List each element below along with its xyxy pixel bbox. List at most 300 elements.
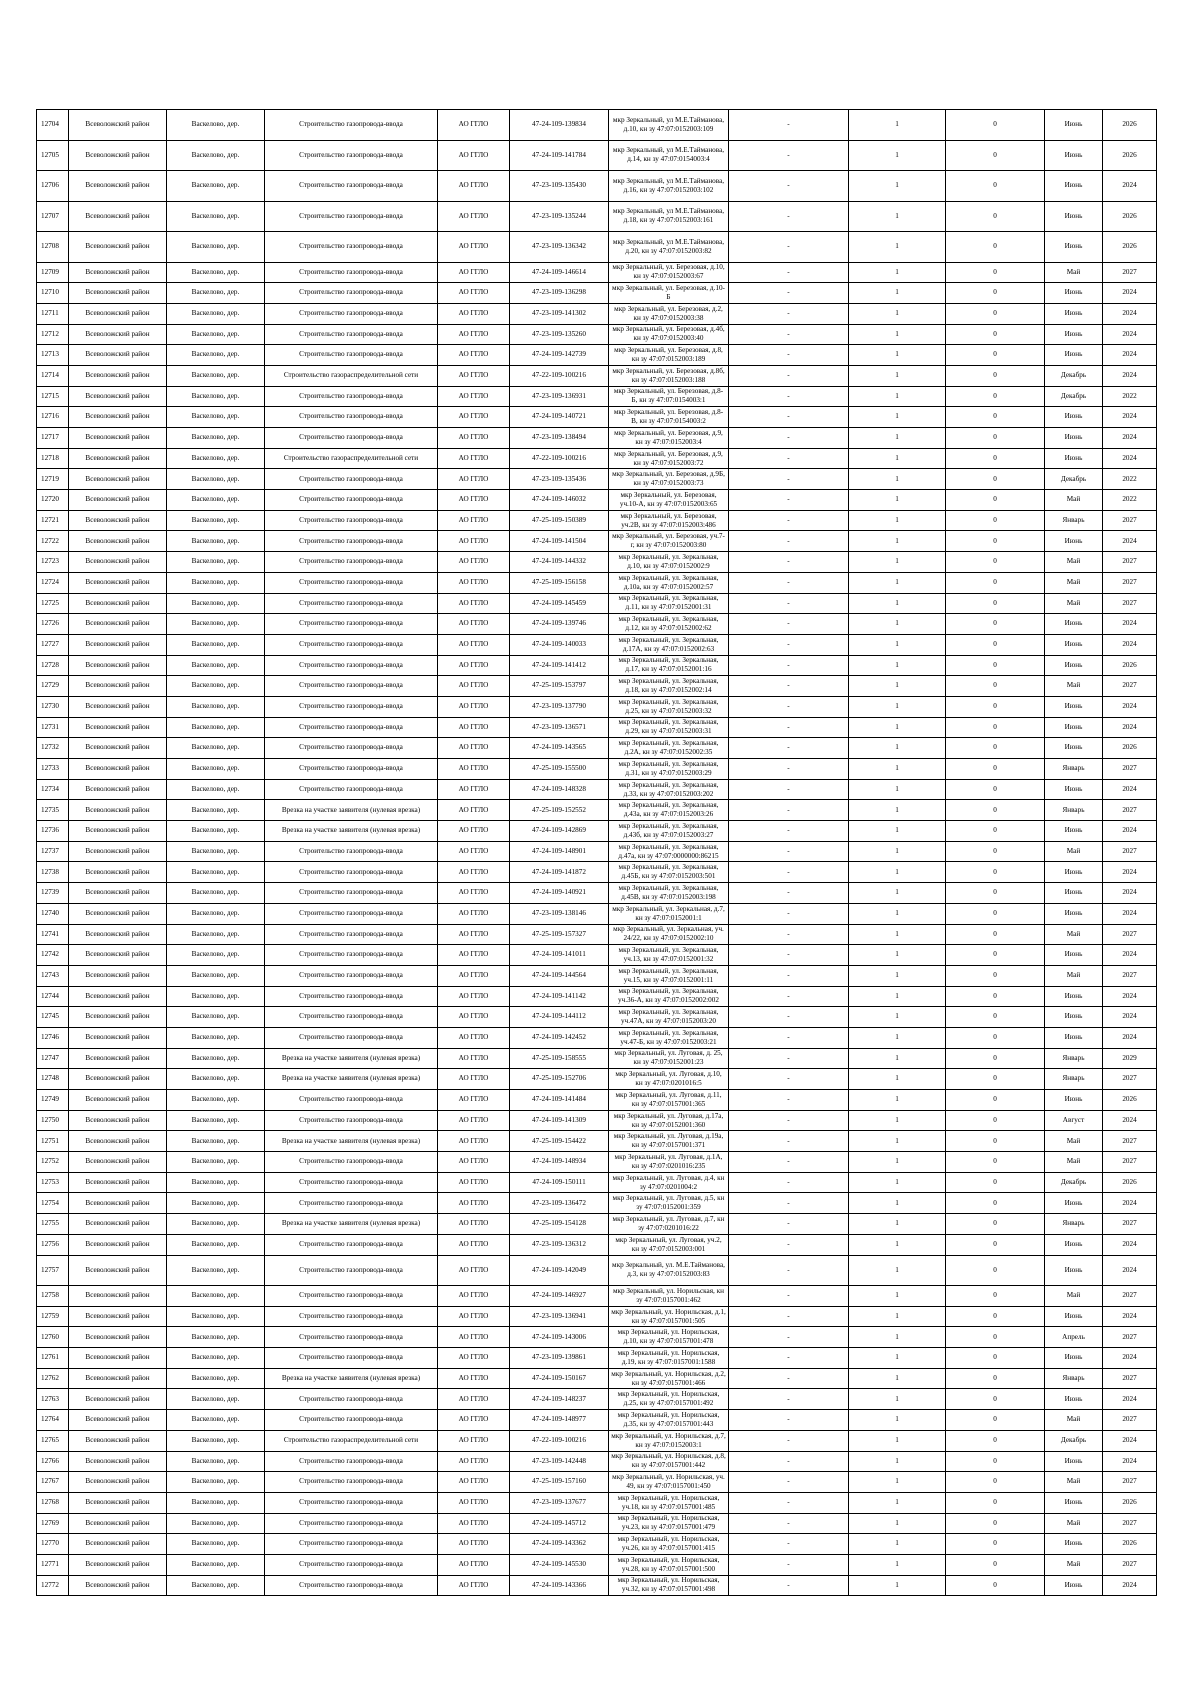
cell-row-id: 12743	[37, 965, 69, 986]
cell-organization: АО ГГЛО	[438, 1131, 510, 1152]
cell-application-number: 47-24-109-148934	[510, 1152, 609, 1173]
cell-work-type: Врезка на участке заявителя (нулевая врезка)	[265, 821, 438, 842]
cell-dash-cell: -	[729, 800, 849, 821]
cell-dash-cell: -	[729, 883, 849, 904]
cell-application-number: 47-24-109-150167	[510, 1368, 609, 1389]
cell-row-id: 12711	[37, 303, 69, 324]
cell-month: Январь	[1045, 510, 1103, 531]
cell-month: Январь	[1045, 759, 1103, 780]
cell-row-id: 12730	[37, 696, 69, 717]
cell-address: мкр Зеркальный, ул. Березовая, д.8б, кн зу 47:07:0152003:188	[609, 365, 729, 386]
cell-dash-cell: -	[729, 1214, 849, 1235]
cell-qty-one: 1	[849, 759, 946, 780]
cell-address: мкр Зеркальный, ул. Зеркальная, д.12, кн зу 47:07:0152002:62	[609, 614, 729, 635]
cell-qty-one: 1	[849, 1048, 946, 1069]
cell-address: мкр Зеркальный, ул. Зеркальная, д.18, кн зу 47:07:0152002:14	[609, 676, 729, 697]
cell-dash-cell: -	[729, 1152, 849, 1173]
cell-qty-zero: 0	[946, 1110, 1045, 1131]
table-row	[37, 821, 1157, 842]
cell-district: Всеволожский район	[69, 593, 167, 614]
table-row	[37, 110, 1157, 141]
cell-year: 2024	[1103, 779, 1157, 800]
cell-qty-one: 1	[849, 676, 946, 697]
cell-work-type: Строительство газопровода-ввода	[265, 655, 438, 676]
cell-work-type: Строительство газопровода-ввода	[265, 696, 438, 717]
cell-row-id: 12740	[37, 903, 69, 924]
cell-dash-cell: -	[729, 531, 849, 552]
cell-district: Всеволожский район	[69, 110, 167, 141]
cell-settlement: Васкелово, дер.	[167, 386, 265, 407]
cell-settlement: Васкелово, дер.	[167, 800, 265, 821]
cell-address: мкр Зеркальный, ул. Березовая, уч.10-А, кн зу 47:07:0152003:65	[609, 490, 729, 511]
cell-address: мкр Зеркальный, ул М.Е.Тайманова, д.20, кн зу 47:07:0152003:82	[609, 232, 729, 263]
cell-application-number: 47-24-109-148901	[510, 841, 609, 862]
cell-dash-cell: -	[729, 696, 849, 717]
cell-month: Май	[1045, 1410, 1103, 1431]
cell-organization: АО ГГЛО	[438, 1090, 510, 1111]
cell-settlement: Васкелово, дер.	[167, 1327, 265, 1348]
table-row	[37, 303, 1157, 324]
cell-year: 2024	[1103, 171, 1157, 202]
cell-month: Июнь	[1045, 738, 1103, 759]
cell-application-number: 47-23-109-141302	[510, 303, 609, 324]
cell-organization: АО ГГЛО	[438, 572, 510, 593]
cell-row-id: 12729	[37, 676, 69, 697]
cell-dash-cell: -	[729, 110, 849, 141]
cell-work-type: Строительство газопровода-ввода	[265, 1090, 438, 1111]
cell-dash-cell: -	[729, 738, 849, 759]
cell-district: Всеволожский район	[69, 1472, 167, 1493]
cell-organization: АО ГГЛО	[438, 469, 510, 490]
cell-row-id: 12714	[37, 365, 69, 386]
cell-district: Всеволожский район	[69, 634, 167, 655]
cell-address: мкр Зеркальный, ул. Березовая, д.8-В, кн зу 47:07:0154003:2	[609, 407, 729, 428]
cell-qty-zero: 0	[946, 1575, 1045, 1596]
cell-dash-cell: -	[729, 1575, 849, 1596]
cell-qty-zero: 0	[946, 283, 1045, 304]
cell-year: 2027	[1103, 1152, 1157, 1173]
cell-qty-one: 1	[849, 800, 946, 821]
cell-qty-zero: 0	[946, 738, 1045, 759]
cell-qty-one: 1	[849, 1513, 946, 1534]
cell-application-number: 47-24-109-141309	[510, 1110, 609, 1131]
cell-settlement: Васкелово, дер.	[167, 201, 265, 232]
cell-row-id: 12767	[37, 1472, 69, 1493]
cell-row-id: 12706	[37, 171, 69, 202]
cell-settlement: Васкелово, дер.	[167, 634, 265, 655]
cell-qty-one: 1	[849, 1389, 946, 1410]
table-row	[37, 1286, 1157, 1307]
cell-work-type: Врезка на участке заявителя (нулевая врезка)	[265, 1368, 438, 1389]
cell-district: Всеволожский район	[69, 779, 167, 800]
cell-application-number: 47-24-109-141484	[510, 1090, 609, 1111]
cell-work-type: Строительство газопровода-ввода	[265, 140, 438, 171]
cell-month: Июнь	[1045, 1348, 1103, 1369]
cell-qty-zero: 0	[946, 1327, 1045, 1348]
cell-row-id: 12733	[37, 759, 69, 780]
cell-district: Всеволожский район	[69, 800, 167, 821]
cell-settlement: Васкелово, дер.	[167, 883, 265, 904]
cell-dash-cell: -	[729, 1255, 849, 1286]
cell-settlement: Васкелово, дер.	[167, 572, 265, 593]
cell-qty-zero: 0	[946, 800, 1045, 821]
cell-qty-one: 1	[849, 303, 946, 324]
cell-work-type: Строительство газопровода-ввода	[265, 1451, 438, 1472]
table-row	[37, 1027, 1157, 1048]
table-row	[37, 1172, 1157, 1193]
cell-district: Всеволожский район	[69, 1172, 167, 1193]
cell-dash-cell: -	[729, 365, 849, 386]
cell-month: Июнь	[1045, 428, 1103, 449]
cell-qty-one: 1	[849, 1131, 946, 1152]
cell-qty-zero: 0	[946, 365, 1045, 386]
cell-application-number: 47-24-109-141142	[510, 986, 609, 1007]
cell-qty-one: 1	[849, 1368, 946, 1389]
cell-district: Всеволожский район	[69, 1048, 167, 1069]
cell-work-type: Строительство газопровода-ввода	[265, 1575, 438, 1596]
cell-district: Всеволожский район	[69, 1193, 167, 1214]
cell-organization: АО ГГЛО	[438, 110, 510, 141]
cell-settlement: Васкелово, дер.	[167, 945, 265, 966]
cell-year: 2026	[1103, 1172, 1157, 1193]
cell-work-type: Строительство газопровода-ввода	[265, 110, 438, 141]
cell-application-number: 47-24-109-144112	[510, 1007, 609, 1028]
cell-dash-cell: -	[729, 303, 849, 324]
cell-qty-one: 1	[849, 283, 946, 304]
cell-settlement: Васкелово, дер.	[167, 696, 265, 717]
cell-settlement: Васкелово, дер.	[167, 1193, 265, 1214]
cell-row-id: 12771	[37, 1554, 69, 1575]
cell-organization: АО ГГЛО	[438, 407, 510, 428]
cell-dash-cell: -	[729, 171, 849, 202]
cell-year: 2024	[1103, 945, 1157, 966]
cell-settlement: Васкелово, дер.	[167, 1234, 265, 1255]
cell-application-number: 47-24-109-146032	[510, 490, 609, 511]
cell-month: Май	[1045, 1131, 1103, 1152]
cell-qty-zero: 0	[946, 717, 1045, 738]
cell-year: 2026	[1103, 140, 1157, 171]
cell-district: Всеволожский район	[69, 1027, 167, 1048]
cell-month: Июнь	[1045, 531, 1103, 552]
table-row	[37, 531, 1157, 552]
table-row	[37, 324, 1157, 345]
table-row	[37, 1214, 1157, 1235]
cell-month: Июнь	[1045, 779, 1103, 800]
cell-qty-zero: 0	[946, 1410, 1045, 1431]
cell-address: мкр Зеркальный, ул. Зеркальная, д.10а, кн зу 47:07:0152002:57	[609, 572, 729, 593]
cell-row-id: 12750	[37, 1110, 69, 1131]
cell-dash-cell: -	[729, 140, 849, 171]
cell-district: Всеволожский район	[69, 1152, 167, 1173]
cell-settlement: Васкелово, дер.	[167, 552, 265, 573]
cell-month: Июнь	[1045, 1575, 1103, 1596]
cell-qty-zero: 0	[946, 779, 1045, 800]
cell-application-number: 47-23-109-135430	[510, 171, 609, 202]
cell-district: Всеволожский район	[69, 676, 167, 697]
table-row	[37, 201, 1157, 232]
cell-qty-zero: 0	[946, 510, 1045, 531]
cell-settlement: Васкелово, дер.	[167, 1348, 265, 1369]
cell-dash-cell: -	[729, 1368, 849, 1389]
table-row	[37, 841, 1157, 862]
table-row	[37, 1534, 1157, 1555]
cell-settlement: Васкелово, дер.	[167, 676, 265, 697]
cell-month: Май	[1045, 1554, 1103, 1575]
cell-month: Май	[1045, 593, 1103, 614]
cell-qty-zero: 0	[946, 1255, 1045, 1286]
cell-year: 2027	[1103, 1410, 1157, 1431]
cell-dash-cell: -	[729, 986, 849, 1007]
cell-district: Всеволожский район	[69, 1389, 167, 1410]
cell-qty-zero: 0	[946, 490, 1045, 511]
cell-work-type: Строительство газопровода-ввода	[265, 510, 438, 531]
cell-qty-zero: 0	[946, 1430, 1045, 1451]
cell-organization: АО ГГЛО	[438, 1306, 510, 1327]
cell-dash-cell: -	[729, 324, 849, 345]
cell-address: мкр Зеркальный, ул. М.Е.Тайманова, д.3, кн зу 47:07:0152003:83	[609, 1255, 729, 1286]
cell-qty-one: 1	[849, 324, 946, 345]
cell-qty-zero: 0	[946, 1451, 1045, 1472]
cell-year: 2027	[1103, 965, 1157, 986]
cell-dash-cell: -	[729, 924, 849, 945]
cell-row-id: 12769	[37, 1513, 69, 1534]
cell-organization: АО ГГЛО	[438, 324, 510, 345]
cell-dash-cell: -	[729, 614, 849, 635]
cell-settlement: Васкелово, дер.	[167, 1255, 265, 1286]
cell-qty-one: 1	[849, 1007, 946, 1028]
cell-application-number: 47-25-109-152706	[510, 1069, 609, 1090]
cell-qty-one: 1	[849, 262, 946, 283]
cell-work-type: Строительство газопровода-ввода	[265, 531, 438, 552]
cell-address: мкр Зеркальный, ул. Зеркальная, д.45В, кн зу 47:07:0152003:198	[609, 883, 729, 904]
cell-row-id: 12716	[37, 407, 69, 428]
cell-year: 2024	[1103, 903, 1157, 924]
cell-qty-zero: 0	[946, 324, 1045, 345]
cell-organization: АО ГГЛО	[438, 365, 510, 386]
cell-month: Июнь	[1045, 903, 1103, 924]
cell-work-type: Строительство газопровода-ввода	[265, 1554, 438, 1575]
cell-application-number: 47-24-109-142452	[510, 1027, 609, 1048]
cell-qty-zero: 0	[946, 655, 1045, 676]
cell-qty-one: 1	[849, 531, 946, 552]
table-row	[37, 883, 1157, 904]
cell-work-type: Строительство газопровода-ввода	[265, 386, 438, 407]
cell-district: Всеволожский район	[69, 1554, 167, 1575]
cell-address: мкр Зеркальный, ул. Норильская, уч.32, кн зу 47:07:0157001:498	[609, 1575, 729, 1596]
cell-qty-zero: 0	[946, 1389, 1045, 1410]
table-row	[37, 1554, 1157, 1575]
table-row	[37, 1492, 1157, 1513]
cell-qty-one: 1	[849, 232, 946, 263]
cell-qty-one: 1	[849, 365, 946, 386]
cell-row-id: 12726	[37, 614, 69, 635]
cell-month: Июнь	[1045, 1193, 1103, 1214]
cell-organization: АО ГГЛО	[438, 1007, 510, 1028]
cell-year: 2027	[1103, 552, 1157, 573]
cell-district: Всеволожский район	[69, 1534, 167, 1555]
cell-organization: АО ГГЛО	[438, 986, 510, 1007]
cell-year: 2027	[1103, 262, 1157, 283]
cell-qty-one: 1	[849, 883, 946, 904]
cell-organization: АО ГГЛО	[438, 1368, 510, 1389]
cell-organization: АО ГГЛО	[438, 614, 510, 635]
cell-district: Всеволожский район	[69, 965, 167, 986]
cell-application-number: 47-24-109-148328	[510, 779, 609, 800]
cell-row-id: 12736	[37, 821, 69, 842]
cell-application-number: 47-24-109-141504	[510, 531, 609, 552]
cell-organization: АО ГГЛО	[438, 676, 510, 697]
table-row	[37, 1368, 1157, 1389]
cell-settlement: Васкелово, дер.	[167, 1410, 265, 1431]
cell-work-type: Строительство газопровода-ввода	[265, 1027, 438, 1048]
cell-address: мкр Зеркальный, ул. Луговая, д.19а, кн зу 47:07:0157001:371	[609, 1131, 729, 1152]
cell-qty-one: 1	[849, 986, 946, 1007]
cell-district: Всеволожский район	[69, 1306, 167, 1327]
cell-qty-zero: 0	[946, 945, 1045, 966]
cell-district: Всеволожский район	[69, 1575, 167, 1596]
cell-qty-zero: 0	[946, 1172, 1045, 1193]
cell-qty-one: 1	[849, 593, 946, 614]
cell-month: Июнь	[1045, 283, 1103, 304]
cell-work-type: Строительство газопровода-ввода	[265, 1348, 438, 1369]
cell-year: 2026	[1103, 1090, 1157, 1111]
table-row	[37, 262, 1157, 283]
table-row	[37, 510, 1157, 531]
cell-qty-one: 1	[849, 469, 946, 490]
cell-address: мкр Зеркальный, ул. Березовая, д.4б, кн зу 47:07:0152003:40	[609, 324, 729, 345]
cell-month: Декабрь	[1045, 386, 1103, 407]
cell-settlement: Васкелово, дер.	[167, 903, 265, 924]
cell-row-id: 12762	[37, 1368, 69, 1389]
cell-qty-zero: 0	[946, 232, 1045, 263]
cell-qty-zero: 0	[946, 614, 1045, 635]
cell-district: Всеволожский район	[69, 862, 167, 883]
cell-application-number: 47-25-109-157160	[510, 1472, 609, 1493]
cell-qty-zero: 0	[946, 552, 1045, 573]
cell-dash-cell: -	[729, 448, 849, 469]
cell-address: мкр Зеркальный, ул. Норильская, д.7, кн зу 47:07:0152003:1	[609, 1430, 729, 1451]
cell-application-number: 47-24-109-139834	[510, 110, 609, 141]
cell-month: Июнь	[1045, 634, 1103, 655]
cell-application-number: 47-24-109-141011	[510, 945, 609, 966]
cell-month: Январь	[1045, 800, 1103, 821]
cell-qty-zero: 0	[946, 1554, 1045, 1575]
cell-qty-zero: 0	[946, 1534, 1045, 1555]
cell-settlement: Васкелово, дер.	[167, 303, 265, 324]
cell-district: Всеволожский район	[69, 1255, 167, 1286]
cell-organization: АО ГГЛО	[438, 1410, 510, 1431]
cell-month: Июнь	[1045, 324, 1103, 345]
cell-address: мкр Зеркальный, ул. Березовая, д.10-Б	[609, 283, 729, 304]
cell-work-type: Строительство газопровода-ввода	[265, 1286, 438, 1307]
cell-qty-zero: 0	[946, 140, 1045, 171]
cell-work-type: Строительство газопровода-ввода	[265, 759, 438, 780]
table-row	[37, 1410, 1157, 1431]
cell-work-type: Строительство газопровода-ввода	[265, 945, 438, 966]
cell-address: мкр Зеркальный, ул. Зеркальная, уч.47-Б, кн зу 47:07:0152003:21	[609, 1027, 729, 1048]
cell-address: мкр Зеркальный, ул. Норильская, уч.23, кн зу 47:07:0157001:479	[609, 1513, 729, 1534]
cell-month: Июнь	[1045, 655, 1103, 676]
cell-organization: АО ГГЛО	[438, 655, 510, 676]
cell-organization: АО ГГЛО	[438, 945, 510, 966]
cell-qty-zero: 0	[946, 696, 1045, 717]
cell-row-id: 12747	[37, 1048, 69, 1069]
cell-month: Январь	[1045, 1214, 1103, 1235]
cell-month: Май	[1045, 572, 1103, 593]
table-row	[37, 924, 1157, 945]
cell-work-type: Строительство газопровода-ввода	[265, 171, 438, 202]
cell-application-number: 47-24-109-144332	[510, 552, 609, 573]
cell-work-type: Строительство газопровода-ввода	[265, 490, 438, 511]
cell-month: Июнь	[1045, 1090, 1103, 1111]
cell-month: Июнь	[1045, 986, 1103, 1007]
cell-district: Всеволожский район	[69, 1234, 167, 1255]
cell-row-id: 12759	[37, 1306, 69, 1327]
cell-year: 2027	[1103, 1286, 1157, 1307]
cell-district: Всеволожский район	[69, 232, 167, 263]
cell-qty-one: 1	[849, 903, 946, 924]
cell-qty-zero: 0	[946, 593, 1045, 614]
cell-year: 2024	[1103, 821, 1157, 842]
cell-qty-one: 1	[849, 1152, 946, 1173]
cell-qty-zero: 0	[946, 1513, 1045, 1534]
cell-row-id: 12744	[37, 986, 69, 1007]
table-row	[37, 1152, 1157, 1173]
cell-dash-cell: -	[729, 510, 849, 531]
cell-dash-cell: -	[729, 490, 849, 511]
cell-application-number: 47-22-109-100216	[510, 365, 609, 386]
cell-year: 2024	[1103, 1110, 1157, 1131]
cell-qty-zero: 0	[946, 469, 1045, 490]
table-row	[37, 738, 1157, 759]
cell-row-id: 12721	[37, 510, 69, 531]
cell-row-id: 12757	[37, 1255, 69, 1286]
cell-month: Январь	[1045, 1069, 1103, 1090]
cell-work-type: Строительство газопровода-ввода	[265, 965, 438, 986]
cell-row-id: 12732	[37, 738, 69, 759]
cell-district: Всеволожский район	[69, 572, 167, 593]
cell-settlement: Васкелово, дер.	[167, 140, 265, 171]
cell-qty-zero: 0	[946, 303, 1045, 324]
table-row	[37, 407, 1157, 428]
cell-dash-cell: -	[729, 1110, 849, 1131]
cell-month: Июнь	[1045, 110, 1103, 141]
cell-row-id: 12772	[37, 1575, 69, 1596]
cell-row-id: 12754	[37, 1193, 69, 1214]
cell-month: Июнь	[1045, 407, 1103, 428]
table-row	[37, 1513, 1157, 1534]
cell-address: мкр Зеркальный, ул. Зеркальная, д.43б, кн зу 47:07:0152003:27	[609, 821, 729, 842]
cell-qty-zero: 0	[946, 1214, 1045, 1235]
table-row	[37, 1048, 1157, 1069]
cell-row-id: 12766	[37, 1451, 69, 1472]
cell-address: мкр Зеркальный, ул. Норильская, д.2, кн зу 47:07:0157001:466	[609, 1368, 729, 1389]
cell-year: 2024	[1103, 883, 1157, 904]
cell-year: 2026	[1103, 201, 1157, 232]
cell-row-id: 12710	[37, 283, 69, 304]
cell-year: 2024	[1103, 862, 1157, 883]
cell-qty-one: 1	[849, 696, 946, 717]
cell-address: мкр Зеркальный, ул. Луговая, д. 25, кн зу 47:07:0152001:23	[609, 1048, 729, 1069]
cell-row-id: 12731	[37, 717, 69, 738]
cell-organization: АО ГГЛО	[438, 903, 510, 924]
cell-settlement: Васкелово, дер.	[167, 759, 265, 780]
cell-application-number: 47-25-109-154422	[510, 1131, 609, 1152]
cell-year: 2024	[1103, 1575, 1157, 1596]
cell-organization: АО ГГЛО	[438, 696, 510, 717]
cell-row-id: 12737	[37, 841, 69, 862]
cell-qty-zero: 0	[946, 1472, 1045, 1493]
